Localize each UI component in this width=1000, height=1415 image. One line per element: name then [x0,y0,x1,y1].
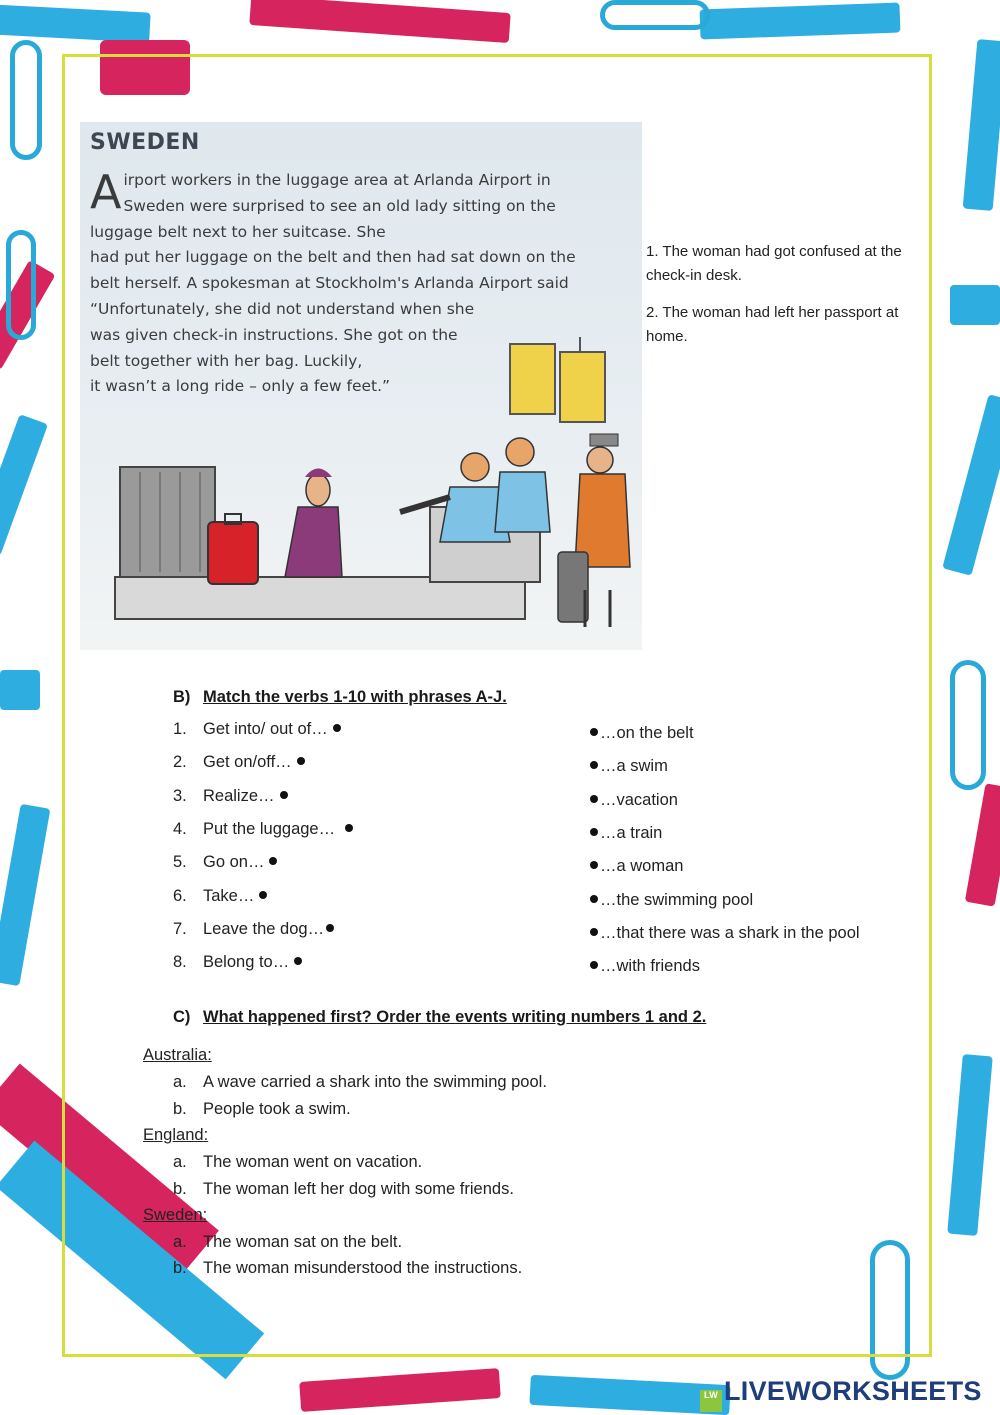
match-dot[interactable] [294,957,302,965]
pencil-decoration [0,414,48,556]
paperclip-decoration [6,230,36,340]
event-text[interactable]: The woman left her dog with some friends. [203,1180,514,1198]
event-item [173,1180,514,1199]
note-2: 2. The woman had left her passport at home. [646,304,899,345]
binder-clip-decoration [0,670,40,710]
old-lady [285,469,342,578]
phrase-text: …on the belt [600,724,694,742]
match-dot[interactable] [345,824,353,832]
phrase-item [590,891,753,910]
phrase-item [590,757,668,776]
article-dropcap: A [90,165,122,219]
section-c-heading [173,1008,706,1027]
match-dot[interactable] [590,928,598,936]
pencil-decoration [700,3,901,40]
match-dot[interactable] [333,724,341,732]
airport-illustration [80,122,642,650]
event-text[interactable]: People took a swim. [203,1100,351,1118]
airport-staff [400,438,550,542]
verb-text: Go on… [203,853,265,871]
event-letter: a. [173,1073,187,1091]
phrase-text: …the swimming pool [600,891,754,909]
section-c-title: What happened first? Order the events writing numbers 1 and 2. [203,1008,707,1026]
pencil-decoration [965,783,1000,906]
country-name: Australia [143,1046,208,1064]
pencil-decoration [0,3,151,42]
phrase-text: …with friends [600,957,700,975]
side-notes [646,240,921,362]
match-dot[interactable] [590,761,598,769]
match-dot[interactable] [590,795,598,803]
match-dot[interactable] [590,961,598,969]
pencil-decoration [0,804,50,986]
event-letter: a. [173,1233,187,1251]
verb-text: Take… [203,887,255,905]
verb-item [173,787,288,806]
phrase-text: …vacation [600,791,678,809]
country-name: Sweden [143,1206,203,1224]
verb-number: 1. [173,720,187,738]
match-dot[interactable] [259,891,267,899]
event-text[interactable]: The woman went on vacation. [203,1153,423,1171]
event-text[interactable]: The woman misunderstood the instructions. [203,1259,523,1277]
departure-board [510,337,605,422]
event-text[interactable]: The woman sat on the belt. [203,1233,403,1251]
event-letter: a. [173,1153,187,1171]
match-dot[interactable] [269,857,277,865]
pencil-decoration [942,394,1000,576]
section-b-heading [173,688,507,707]
phrase-item [590,791,678,810]
verb-item [173,853,277,872]
section-c-letter: C) [173,1008,191,1026]
phrase-text: …a train [600,824,663,842]
liveworksheets-logo[interactable] [700,1376,982,1412]
phrase-text: …a swim [600,757,668,775]
event-item [173,1073,547,1092]
phrase-item [590,957,700,976]
verb-number: 3. [173,787,187,805]
verb-item [173,953,302,972]
phrases-list [590,724,920,994]
verb-text: Realize… [203,787,275,805]
event-letter: b. [173,1100,187,1118]
pencil-decoration [947,1054,993,1236]
event-letter: b. [173,1259,187,1277]
match-dot[interactable] [280,791,288,799]
event-text[interactable]: A wave carried a shark into the swimming pool. [203,1073,547,1091]
country-label: Australia: [143,1046,212,1064]
pencil-decoration [249,0,510,43]
verb-number: 6. [173,887,187,905]
match-dot[interactable] [590,861,598,869]
verb-item [173,887,267,906]
verb-item [173,920,334,939]
binder-clip-decoration [950,285,1000,325]
sweden-article [80,122,642,650]
match-dot[interactable] [590,728,598,736]
phrase-text: …that there was a shark in the pool [600,924,860,942]
verb-number: 4. [173,820,187,838]
logo-text: LIVEWORKSHEETS [724,1376,982,1406]
verb-item [173,720,341,739]
match-dot[interactable] [590,895,598,903]
verb-text: Belong to… [203,953,290,971]
article-title: SWEDEN [90,130,200,155]
phrase-item [590,924,860,943]
paperclip-decoration [600,0,710,30]
paperclip-decoration [10,40,42,160]
verb-number: 5. [173,853,187,871]
event-item [173,1100,351,1119]
match-dot[interactable] [326,924,334,932]
event-item [173,1153,422,1172]
verb-text: Put the luggage… [203,820,336,838]
man-in-hat [558,434,630,627]
event-letter: b. [173,1180,187,1198]
match-dot[interactable] [590,828,598,836]
paperclip-decoration [950,660,986,790]
verb-text: Get on/off… [203,753,292,771]
logo-badge-icon: LW [700,1390,722,1412]
verb-text: Leave the dog… [203,920,325,938]
verbs-list [173,720,573,990]
verb-number: 2. [173,753,187,771]
verb-number: 8. [173,953,187,971]
phrase-text: …a woman [600,857,684,875]
verb-number: 7. [173,920,187,938]
red-suitcase [208,514,258,584]
verb-item [173,820,353,839]
section-b-letter: B) [173,688,191,706]
event-item [173,1259,522,1278]
verb-text: Get into/ out of… [203,720,328,738]
phrase-item [590,824,662,843]
pencil-decoration [299,1368,501,1412]
match-dot[interactable] [297,757,305,765]
pencil-decoration [963,39,1000,211]
phrase-item [590,724,694,743]
note-1: 1. The woman had got confused at the check-in desk. [646,243,902,284]
country-label: Sweden: [143,1206,208,1224]
verb-item [173,753,305,772]
phrase-item [590,857,683,876]
country-label: England: [143,1126,209,1144]
section-b-title: Match the verbs 1-10 with phrases A-J. [203,688,507,706]
country-name: England [143,1126,204,1144]
article-text: irport workers in the luggage area at Arlanda Airport in Sweden were surprised to see an old lady sitting on the luggage belt next to her suitcase. She had put her luggage on the belt and then had sat down on the belt herself. A spokesman at Stockholm's Arlanda Airport said “Unfortunately, she did not understand when she was given check-in instructions. She got on the belt together with her bag. Luckily, it wasn’t a long ride – only a few feet.” [90,171,576,396]
event-item [173,1233,402,1252]
